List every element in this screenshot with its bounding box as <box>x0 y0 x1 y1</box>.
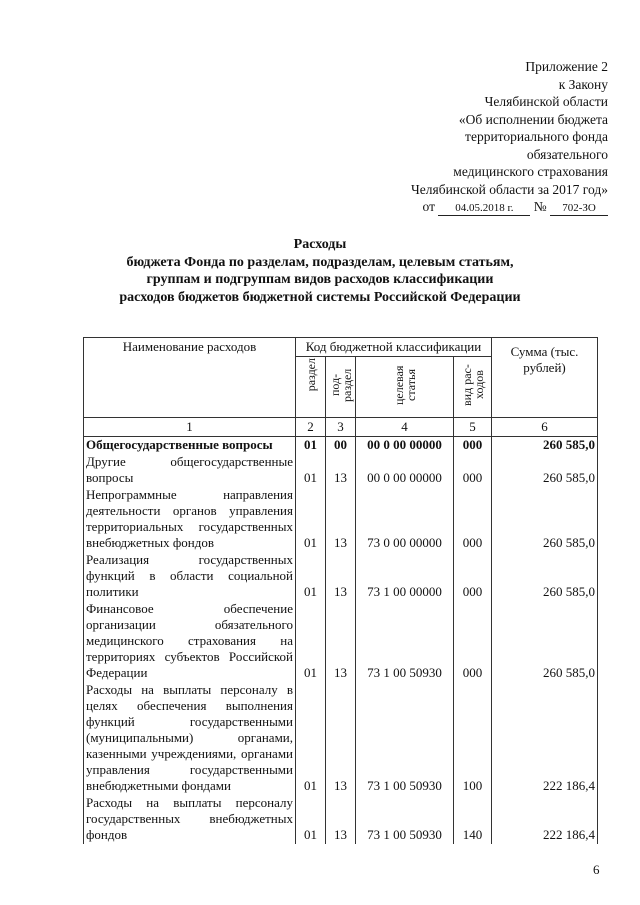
header-line: Приложение 2 <box>525 59 608 74</box>
row-name: Другие общегосударственные вопросы <box>84 454 296 487</box>
row-kind: 100 <box>454 682 492 795</box>
row-subsection: 13 <box>326 487 356 552</box>
col-header-subsection-cell <box>326 357 356 418</box>
row-section: 01 <box>296 682 326 795</box>
row-target: 73 1 00 50930 <box>356 795 454 844</box>
page-number: 6 <box>593 862 600 877</box>
col-header-code: Код бюджетной классификации <box>296 338 492 357</box>
col-header-section: раздел <box>303 358 318 392</box>
col-header-kind: вид рас-ходов <box>459 364 486 406</box>
title-line: расходов бюджетов бюджетной системы Российской Федерации <box>119 289 521 305</box>
row-name: Реализация государственных функций в области социальной политики <box>84 552 296 601</box>
col-index: 1 <box>84 418 296 437</box>
header-line: Челябинской области <box>484 94 608 109</box>
row-target: 73 1 00 50930 <box>356 601 454 682</box>
row-target: 73 1 00 50930 <box>356 682 454 795</box>
col-header-subsection: под-раздел <box>327 368 354 402</box>
row-subsection: 13 <box>326 454 356 487</box>
col-index: 3 <box>326 418 356 437</box>
table-row <box>84 487 598 552</box>
row-kind: 000 <box>454 601 492 682</box>
table-row <box>84 601 598 682</box>
row-sum: 222 186,4 <box>492 795 598 844</box>
row-kind: 000 <box>454 487 492 552</box>
row-kind: 000 <box>454 437 492 455</box>
table-row <box>84 795 598 844</box>
row-name: Расходы на выплаты персоналу государственных внебюджетных фондов <box>84 795 296 844</box>
row-section: 01 <box>296 454 326 487</box>
col-header-section-cell <box>296 357 326 418</box>
table-body <box>84 437 598 845</box>
date-prefix: от <box>422 199 435 214</box>
row-sum: 260 585,0 <box>492 454 598 487</box>
col-index: 2 <box>296 418 326 437</box>
header-line: обязательного <box>526 146 608 162</box>
law-number: 702-ЗО <box>550 201 608 216</box>
col-index: 5 <box>454 418 492 437</box>
row-subsection: 13 <box>326 795 356 844</box>
col-header-target: целевая статья <box>391 365 418 405</box>
row-sum: 260 585,0 <box>492 437 598 455</box>
title-line: группам и подгруппам видов расходов классификации <box>146 272 494 287</box>
row-section: 01 <box>296 552 326 601</box>
expenses-table <box>83 337 598 844</box>
row-name: Финансовое обеспечение организации обязательного медицинского страхования на территориях субъектов Российской Федерации <box>84 601 296 682</box>
row-target: 73 1 00 00000 <box>356 552 454 601</box>
row-sum: 222 186,4 <box>492 682 598 795</box>
row-name: Непрограммные направления деятельности органов управления территориальных государственных внебюджетных фондов <box>84 487 296 552</box>
header-line: территориального фонда <box>465 129 608 144</box>
col-index: 4 <box>356 418 454 437</box>
row-sum: 260 585,0 <box>492 601 598 682</box>
header-line: медицинского страхования <box>453 164 608 179</box>
document-title <box>0 236 640 306</box>
table-row <box>84 454 598 487</box>
row-kind: 000 <box>454 552 492 601</box>
row-target: 00 0 00 00000 <box>356 437 454 455</box>
table-row <box>84 552 598 601</box>
header-line: «Об исполнении бюджета <box>458 111 608 127</box>
col-header-kind-cell <box>454 357 492 418</box>
row-subsection: 13 <box>326 601 356 682</box>
row-section: 01 <box>296 795 326 844</box>
col-header-name: Наименование расходов <box>84 338 296 418</box>
row-section: 01 <box>296 601 326 682</box>
col-index: 6 <box>492 418 598 437</box>
row-section: 01 <box>296 487 326 552</box>
table-row <box>84 682 598 795</box>
title-line: Расходы <box>293 237 347 252</box>
row-sum: 260 585,0 <box>492 552 598 601</box>
col-header-target-cell <box>356 357 454 418</box>
row-kind: 000 <box>454 454 492 487</box>
header-line: Челябинской области за 2017 год» <box>410 181 608 197</box>
row-name: Расходы на выплаты персоналу в целях обеспечения выполнения функций государственными (муниципальными) органами, казенными учреждениями, органами управления государственными внебюджетными фондами <box>84 682 296 795</box>
title-line: бюджета Фонда по разделам, подразделам, целевым статьям, <box>126 254 514 270</box>
row-section: 01 <box>296 437 326 455</box>
row-target: 73 0 00 00000 <box>356 487 454 552</box>
number-sign: № <box>533 199 547 214</box>
row-target: 00 0 00 00000 <box>356 454 454 487</box>
law-date-line <box>308 198 608 216</box>
row-kind: 140 <box>454 795 492 844</box>
row-name: Общегосударственные вопросы <box>84 437 296 455</box>
law-date: 04.05.2018 г. <box>438 201 530 216</box>
row-subsection: 13 <box>326 552 356 601</box>
row-subsection: 00 <box>326 437 356 455</box>
row-sum: 260 585,0 <box>492 487 598 552</box>
row-subsection: 13 <box>326 682 356 795</box>
table-row <box>84 437 598 455</box>
header-line: к Закону <box>558 76 608 92</box>
col-header-sum: Сумма (тыс. рублей) <box>492 338 598 418</box>
appendix-header <box>308 58 608 216</box>
